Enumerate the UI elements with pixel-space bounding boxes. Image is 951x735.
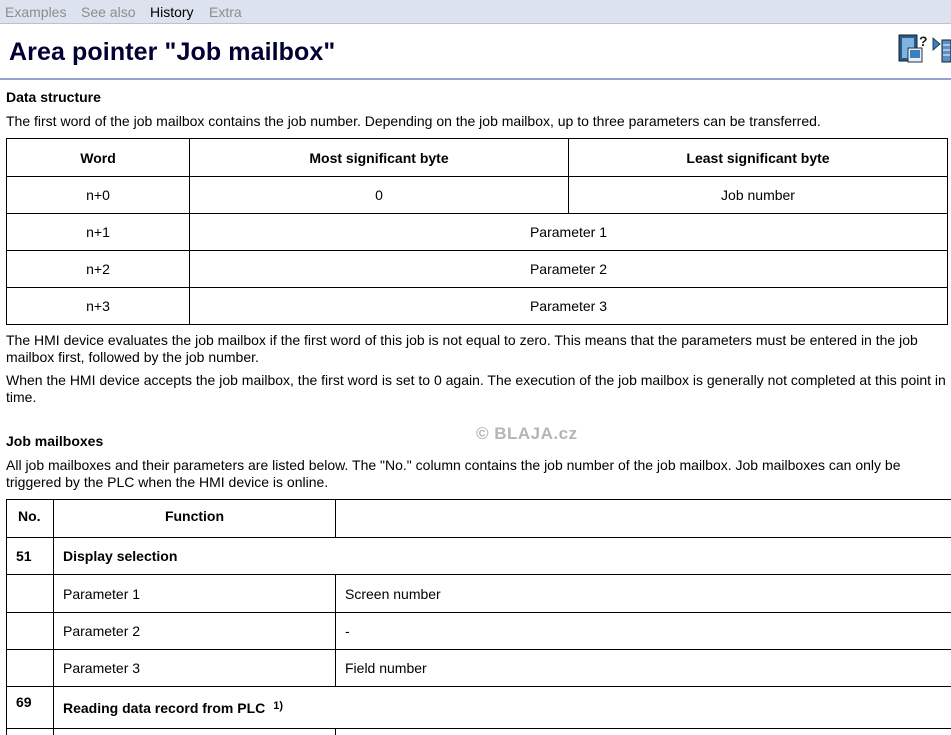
col-header-word: Word: [7, 139, 190, 177]
table-row: [7, 613, 951, 650]
param-label: Parameter 2: [54, 613, 336, 650]
cell-lsb: Job number: [569, 177, 948, 214]
col-header-msb: Most significant byte: [190, 139, 569, 177]
job-mailboxes-heading: Job mailboxes: [6, 433, 104, 449]
table-row: [7, 177, 948, 214]
top-nav-bar: [0, 0, 951, 24]
param-value: Field number: [336, 650, 951, 687]
cell-word: n+0: [7, 177, 190, 214]
cell-parameter: Parameter 2: [190, 251, 948, 288]
col-header-no: No.: [7, 500, 54, 538]
table-row: [7, 687, 951, 729]
cell-word: n+2: [7, 251, 190, 288]
help-toolbar: [897, 32, 951, 66]
col-header-function: Function: [54, 500, 336, 538]
nav-history[interactable]: History: [150, 4, 194, 20]
empty-cell: [7, 613, 54, 650]
job-mailboxes-intro: All job mailboxes and their parameters are listed below. The "No." column contains the job number of the job mailbox. Job mailboxes can only be triggered by the PLC when the HMI device is online.: [6, 457, 901, 490]
cell-word: n+3: [7, 288, 190, 325]
data-structure-table: [6, 138, 948, 325]
job-mailboxes-table: [6, 499, 951, 735]
param-value: Screen number: [336, 575, 951, 613]
param-label: Parameter 3: [54, 650, 336, 687]
nav-see-also[interactable]: See also: [81, 4, 136, 20]
data-structure-heading: Data structure: [6, 89, 101, 105]
cell-parameter: Parameter 3: [190, 288, 948, 325]
table-row: [7, 650, 951, 687]
table-row: [7, 214, 948, 251]
table-row: [7, 251, 948, 288]
title-divider: [0, 78, 951, 80]
job-name: Reading data record from PLC: [63, 699, 266, 716]
table-row: [7, 729, 951, 735]
col-header-lsb: Least significant byte: [569, 139, 948, 177]
empty-cell: [7, 729, 54, 735]
page-title: Area pointer "Job mailbox": [9, 38, 336, 66]
watermark: © BLAJA.cz: [476, 424, 578, 443]
job-number: 51: [7, 538, 54, 575]
nav-examples[interactable]: Examples: [5, 4, 67, 20]
empty-cell: [7, 650, 54, 687]
list-icon[interactable]: [942, 40, 951, 62]
cell-word: n+1: [7, 214, 190, 251]
empty-cell: [7, 575, 54, 613]
arrow-right-icon[interactable]: [933, 38, 940, 50]
nav-extra[interactable]: Extra: [209, 4, 242, 20]
cell-parameter: Parameter 1: [190, 214, 948, 251]
job-name: Display selection: [54, 538, 951, 575]
table-row: [7, 288, 948, 325]
question-icon[interactable]: ?: [919, 33, 928, 49]
footnote-ref[interactable]: 1): [273, 699, 284, 712]
job-name-cell: [54, 687, 951, 729]
cell-msb: 0: [190, 177, 569, 214]
empty-cell: [54, 729, 336, 735]
empty-cell: [336, 729, 951, 735]
table-header-row: [7, 139, 948, 177]
job-number: 69: [7, 687, 54, 729]
param-value: -: [336, 613, 951, 650]
table-row: [7, 575, 951, 613]
param-label: Parameter 1: [54, 575, 336, 613]
table-row: [7, 538, 951, 575]
table-header-row: [7, 500, 951, 538]
data-structure-note-1: The HMI device evaluates the job mailbox if the first word of this job is not equal to zero. This means that the parameters must be entered in the job mailbox first, followed by the job number.: [6, 332, 918, 365]
data-structure-note-2: When the HMI device accepts the job mailbox, the first word is set to 0 again. The execution of the job mailbox is generally not completed at this point in time.: [6, 372, 946, 405]
data-structure-intro: The first word of the job mailbox contains the job number. Depending on the job mailbox, up to three parameters can be transferred.: [6, 113, 821, 129]
col-header-blank: [336, 500, 951, 538]
